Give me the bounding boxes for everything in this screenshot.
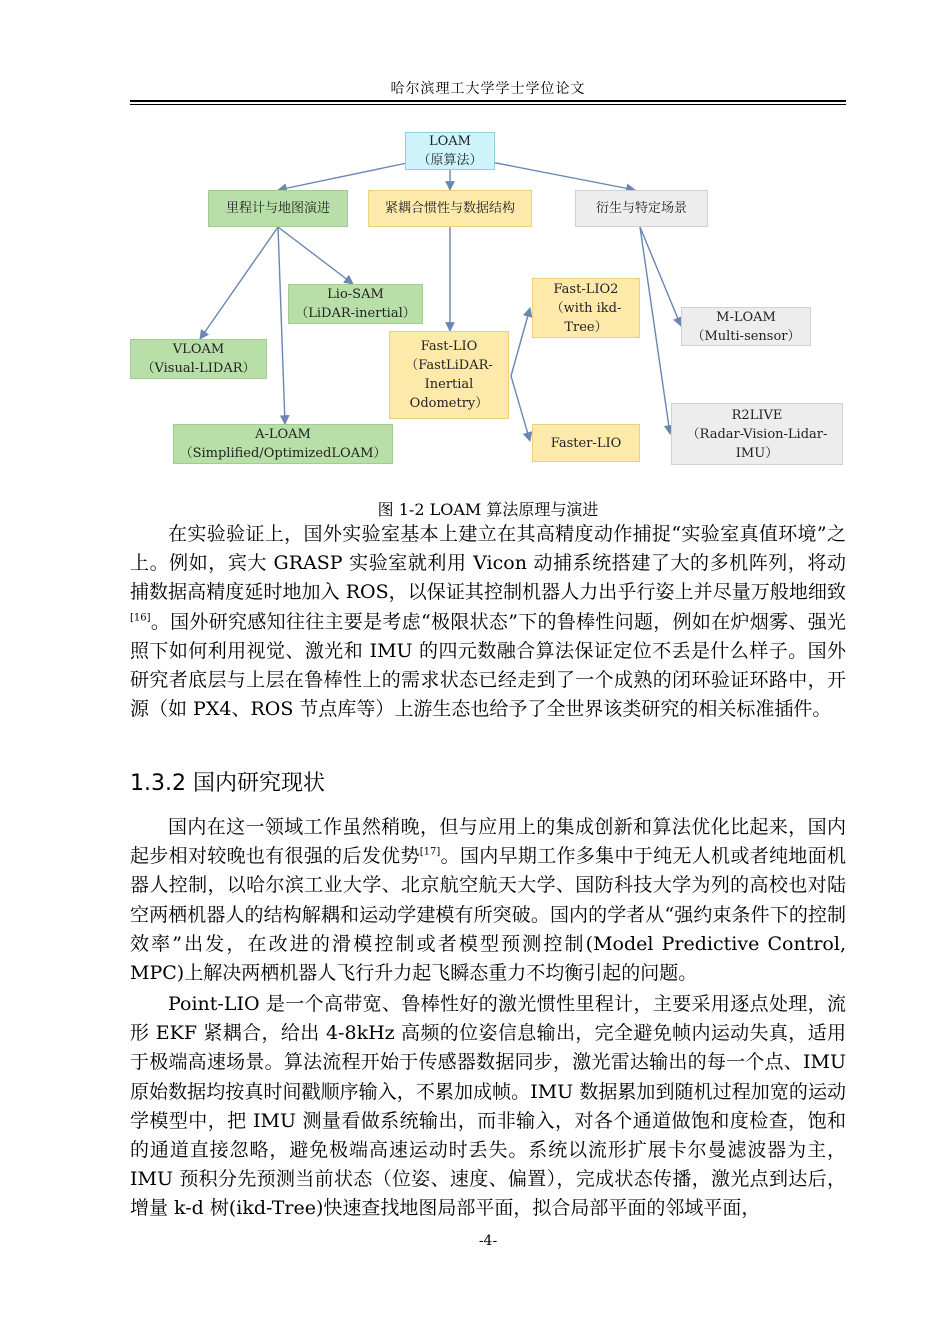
paragraph-domestic-status	[130, 813, 846, 988]
edge-branch3-r2live	[640, 227, 670, 434]
section-heading: 1.3.2 国内研究现状	[130, 771, 325, 796]
paragraph-foreign-validation	[130, 520, 846, 724]
node-m-loam: M-LOAM （Multi-sensor）	[681, 307, 811, 346]
node-fast-lio: Fast-LIO （FastLiDAR- Inertial Odometry）	[389, 331, 509, 419]
edge-branch1-liosam	[278, 227, 353, 284]
edge-branch1-aloam	[278, 227, 285, 424]
page-number: -4-	[478, 1233, 498, 1249]
para1-text-b: 。国外研究感知往往主要是考虑“极限状态”下的鲁棒性问题，例如在炉烟雾、强光照下如何利用视觉、激光和 IMU 的四元数融合算法保证定位不丢是什么样子。国外研究者底层与上层在鲁棒性上的需求状态已经走到了一个成熟的闭环验证环路中，开源（如 PX4、ROS 节点库等）上游生态也给予了全世界该类研究的相关标准插件。	[130, 610, 846, 721]
para1-text-a: 在实验验证上，国外实验室基本上建立在其高精度动作捕捉“实验室真值环境”之上。例如，宾大 GRASP 实验室就利用 Vicon 动捕系统搭建了大的多机阵列，将动捕数据高精度延时地加入 ROS，以保证其控制机器人力出乎行姿上并尽量万般地细致	[130, 523, 846, 604]
figure-caption: 图 1-2 LOAM 算法原理与演进	[377, 500, 599, 519]
edge-fastlio-fastlio2	[511, 308, 530, 376]
node-r2live: R2LIVE （Radar-Vision-Lidar- IMU）	[671, 403, 843, 465]
node-loam-root: LOAM （原算法）	[405, 132, 495, 170]
citation-17: [17]	[419, 846, 441, 858]
running-header: 哈尔滨理工大学学士学位论文	[390, 81, 586, 97]
paragraph-point-lio: Point-LIO 是一个高带宽、鲁棒性好的激光惯性里程计，主要采用逐点处理，流形 EKF 紧耦合，给出 4-8kHz 高频的位姿信息输出，完全避免帧内运动失真，适用于极端高速场景。算法流程开始于传感器数据同步，激光雷达输出的每一个点、IMU 原始数据均按真时间戳顺序输入，不累加成帧。IMU 数据累加到随机过程加宽的运动学模型中，把 IMU 测量看做系统输出，而非输入，对各个通道做饱和度检查，饱和的通道直接忽略，避免极端高速运动时丢失。系统以流形扩展卡尔曼滤波器为主，IMU 预积分先预测当前状态（位姿、速度、偏置），完成状态传播，激光点到达后，增量 k-d 树(ikd-Tree)快速查找地图局部平面，拟合局部平面的邻域平面，	[130, 993, 846, 1220]
header-rule	[130, 100, 846, 102]
node-vloam: VLOAM （Visual-LIDAR）	[130, 339, 267, 379]
edge-branch1-vloam	[200, 227, 278, 339]
loam-evolution-diagram	[130, 128, 846, 473]
node-fast-lio2: Fast-LIO2 （with ikd- Tree）	[532, 278, 640, 338]
node-derivatives: 衍生与特定场景	[575, 190, 708, 227]
para2-text-a: 国内在这一领域工作虽然稍晚，但与应用上的集成创新和算法优化比起来，国内起步相对较晚也有很强的后发优势	[130, 816, 846, 868]
edge-branch3-mloam	[640, 227, 681, 326]
node-faster-lio: Faster-LIO	[532, 424, 640, 462]
node-odometry-mapping: 里程计与地图演进	[208, 190, 348, 227]
citation-16: [16]	[130, 612, 151, 624]
edge-fastlio-fasterlio	[511, 376, 530, 441]
header-rule-thin	[130, 104, 846, 105]
para2-text-b: 。国内早期工作多集中于纯无人机或者纯地面机器人控制，以哈尔滨工业大学、北京航空航天大学、国防科技大学为列的高校也对陆空两栖机器人的结构解耦和运动学建模有所突破。国内的学者从“强约束条件下的控制效率”出发，在改进的滑模控制或者模型预测控制(Model Predictive Control, MPC)上解决两栖机器人飞行升力起飞瞬态重力不均衡引起的问题。	[130, 845, 846, 985]
node-a-loam: A-LOAM （Simplified/OptimizedLOAM）	[173, 424, 393, 464]
node-lio-sam: Lio-SAM （LiDAR-inertial）	[288, 284, 423, 324]
node-tight-coupling: 紧耦合惯性与数据结构	[368, 190, 532, 227]
